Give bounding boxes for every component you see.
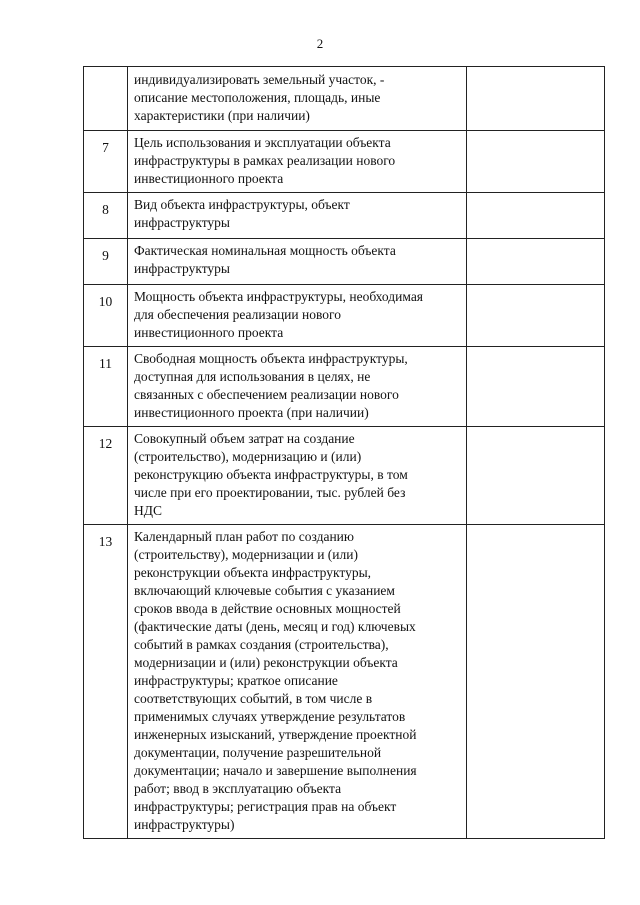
row-value[interactable] [467,427,605,525]
row-description [128,131,467,193]
row-number: 10 [84,285,128,347]
text-line: событий в рамках создания (строительства), [134,637,389,652]
row-number: 7 [84,131,128,193]
table-row [84,525,605,839]
text-line: связанных с обеспечением реализации нового [134,387,399,402]
row-number [84,67,128,131]
text-line: инфраструктуры; краткое описание [134,673,338,688]
row-number: 13 [84,525,128,839]
row-description [128,193,467,239]
text-line: применимых случаях утверждение результатов [134,709,406,724]
text-line: документации; начало и завершение выполнения [134,763,417,778]
row-value[interactable] [467,239,605,285]
text-line: инфраструктуры в рамках реализации нового [134,153,396,168]
text-line: Вид объекта инфраструктуры, объект [134,197,350,212]
text-line: характеристики (при наличии) [134,108,310,123]
row-value[interactable] [467,347,605,427]
text-line: сроков ввода в действие основных мощностей [134,601,401,616]
text-line: инфраструктуры [134,215,230,230]
row-description [128,285,467,347]
row-number: 8 [84,193,128,239]
row-value[interactable] [467,131,605,193]
text-line: числе при его проектировании, тыс. рублей без [134,485,406,500]
page-number: 2 [316,36,324,51]
text-line: включающий ключевые события с указанием [134,583,395,598]
text-line: Свободная мощность объекта инфраструктуры, [134,351,408,366]
table-row [84,131,605,193]
text-line: документации, получение разрешительной [134,745,382,760]
text-line: (строительство), модернизацию и (или) [134,449,362,464]
row-description [128,239,467,285]
row-value[interactable] [467,193,605,239]
row-value[interactable] [467,525,605,839]
text-line: Мощность объекта инфраструктуры, необходимая [134,289,424,304]
text-line: для обеспечения реализации нового [134,307,341,322]
text-line: индивидуализировать земельный участок, - [134,72,385,87]
text-line: (фактические даты (день, месяц и год) ключевых [134,619,416,634]
text-line: инфраструктуры) [134,817,235,832]
row-description [128,347,467,427]
text-line: модернизации и (или) реконструкции объекта [134,655,398,670]
text-line: инфраструктуры; регистрация прав на объект [134,799,397,814]
table-row [84,427,605,525]
row-value[interactable] [467,67,605,131]
text-line: Фактическая номинальная мощность объекта [134,243,396,258]
table-row [84,239,605,285]
row-number: 9 [84,239,128,285]
text-line: описание местоположения, площадь, иные [134,90,381,105]
table-row [84,347,605,427]
row-number: 11 [84,347,128,427]
form-table [83,66,605,839]
text-line: доступная для использования в целях, не [134,369,371,384]
text-line: НДС [134,503,162,518]
row-description [128,427,467,525]
text-line: (строительству), модернизации и (или) [134,547,358,562]
row-description [128,67,467,131]
text-line: соответствующих событий, в том числе в [134,691,373,706]
text-line: инженерных изысканий, утверждение проектной [134,727,417,742]
text-line: Совокупный объем затрат на создание [134,431,355,446]
row-value[interactable] [467,285,605,347]
table-row [84,285,605,347]
text-line: реконструкцию объекта инфраструктуры, в том [134,467,408,482]
text-line: инвестиционного проекта [134,325,284,340]
text-line: реконструкции объекта инфраструктуры, [134,565,372,580]
text-line: работ; ввод в эксплуатацию объекта [134,781,342,796]
text-line: инвестиционного проекта (при наличии) [134,405,369,420]
table-body [84,67,605,839]
text-line: инфраструктуры [134,261,230,276]
text-line: Календарный план работ по созданию [134,529,354,544]
table-row [84,193,605,239]
row-description [128,525,467,839]
row-number: 12 [84,427,128,525]
text-line: инвестиционного проекта [134,171,284,186]
table-row [84,67,605,131]
text-line: Цель использования и эксплуатации объекта [134,135,391,150]
